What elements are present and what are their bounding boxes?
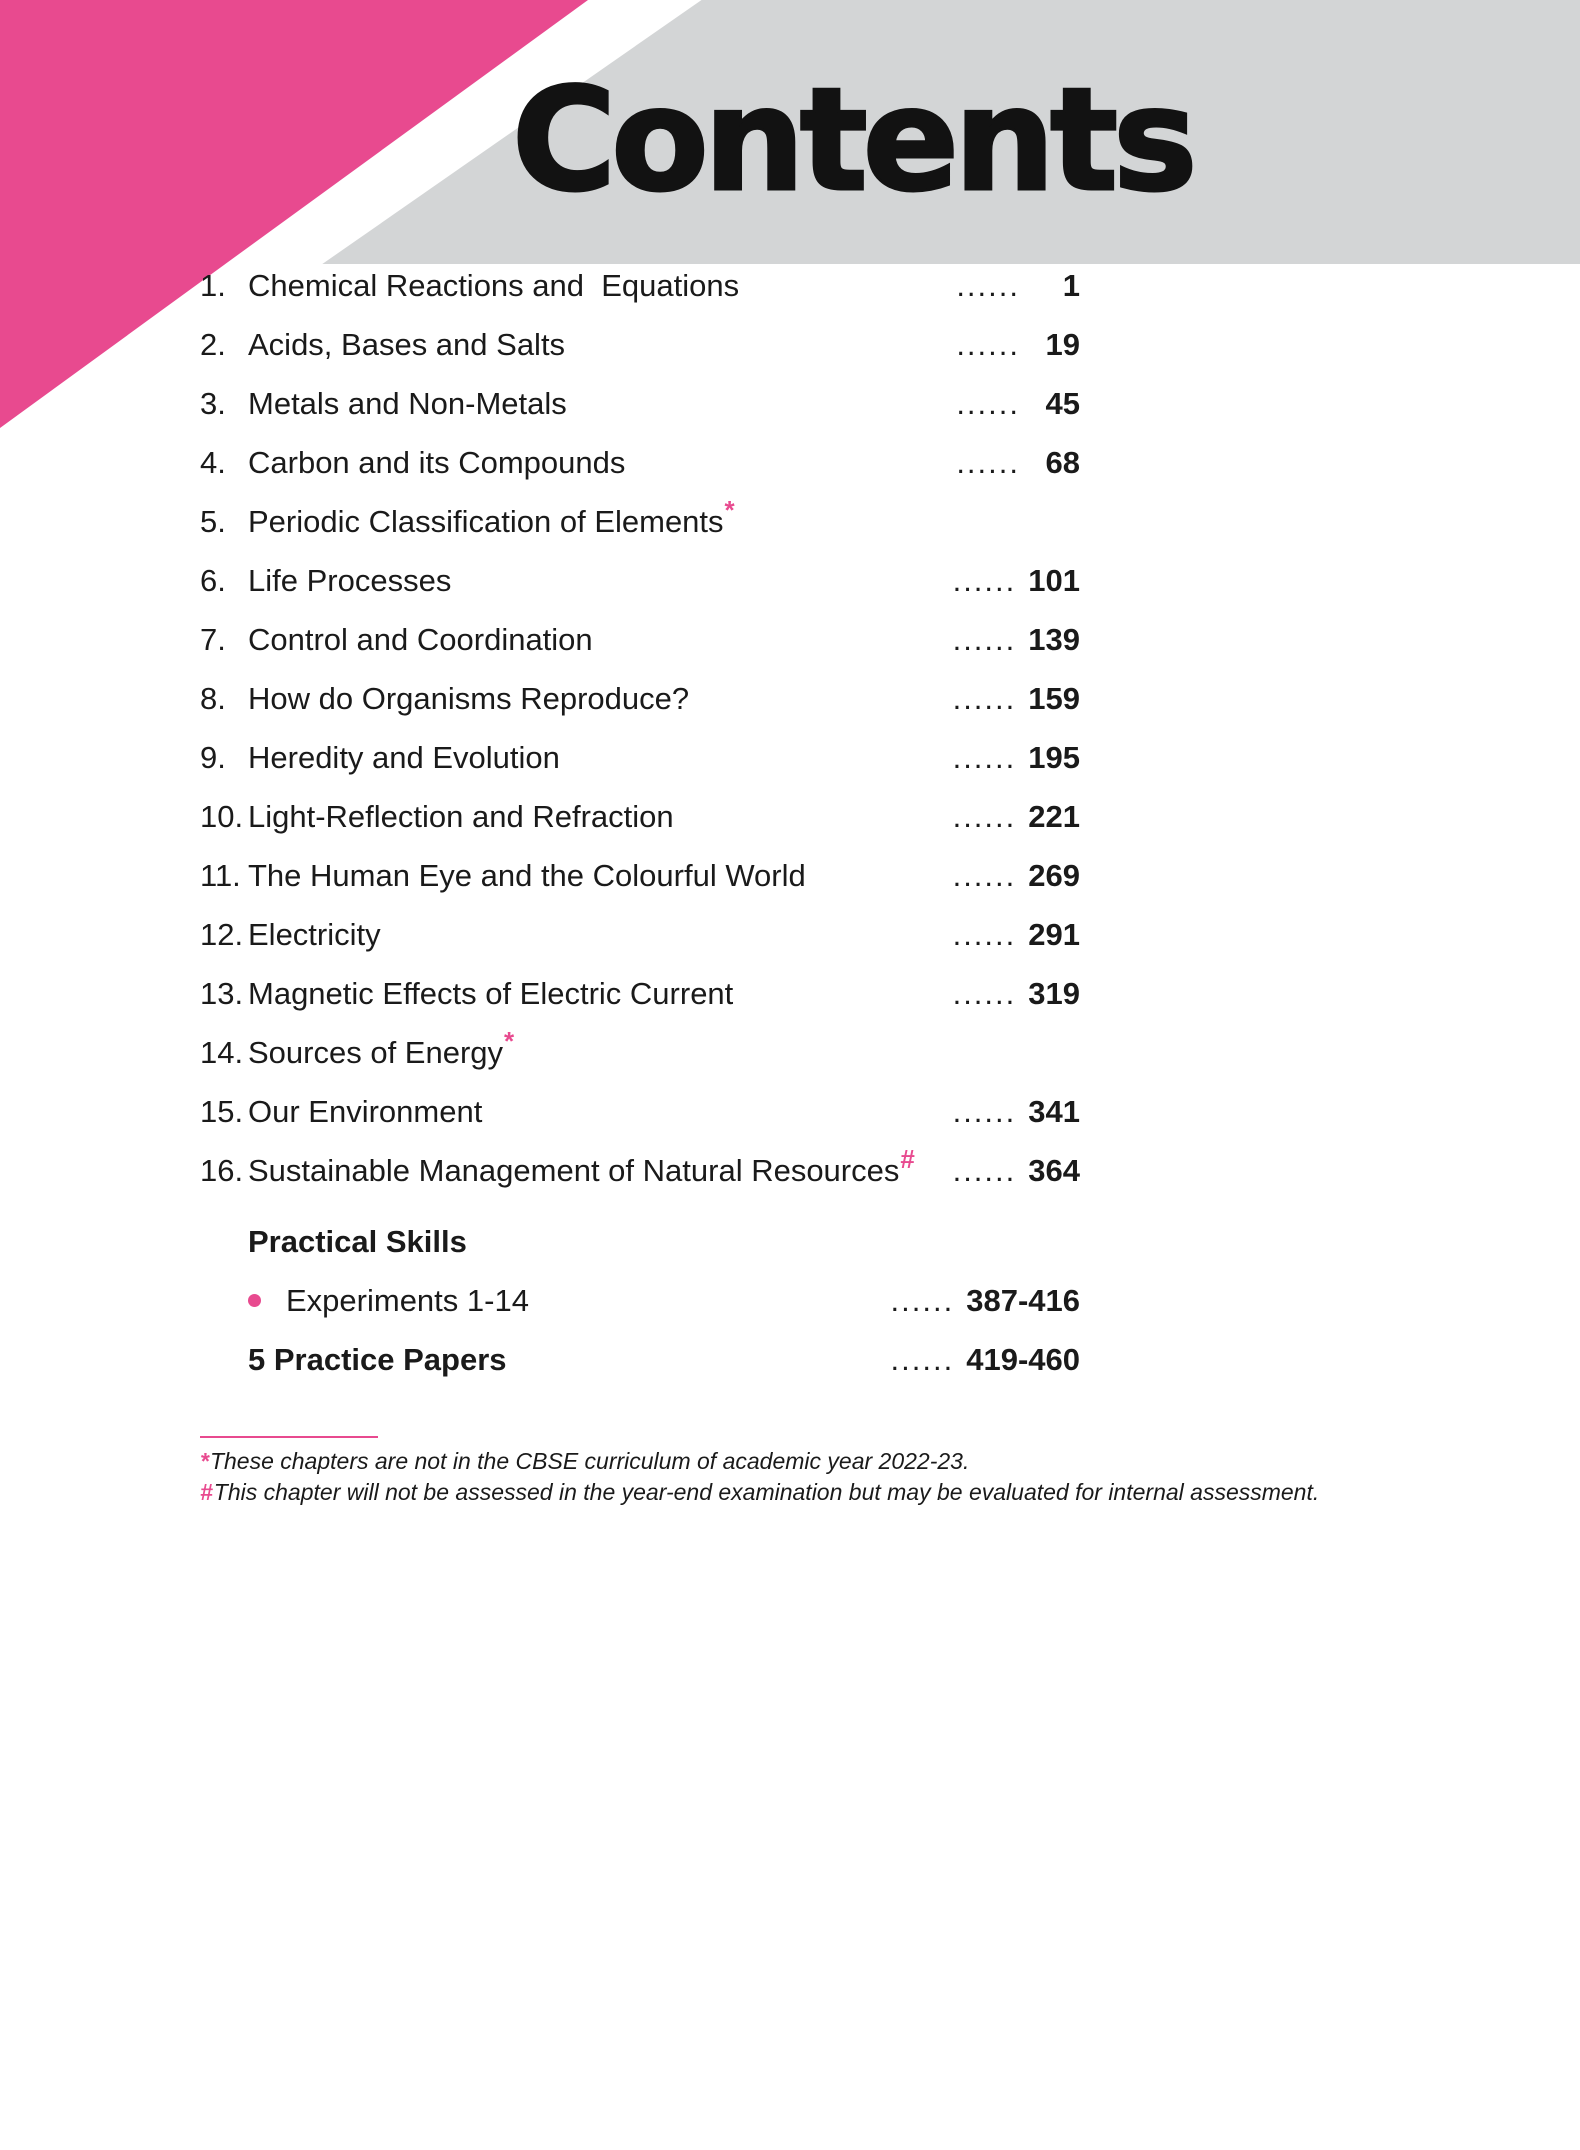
toc-title: Control and Coordination — [248, 621, 593, 657]
toc-number: 10. — [200, 798, 244, 834]
toc-marker: # — [900, 1144, 915, 1174]
toc-title: Sustainable Management of Natural Resources — [248, 1152, 900, 1188]
toc-number: 12. — [200, 916, 244, 952]
toc-dots: ...... — [952, 680, 1017, 716]
practical-skills-heading: Practical Skills — [248, 1223, 467, 1259]
footnote-text: This chapter will not be assessed in the year-end examination but may be evaluated for internal assessment. — [213, 1479, 1320, 1505]
toc-row — [200, 433, 1080, 492]
experiments-page: 387-416 — [966, 1282, 1080, 1318]
toc-dots: ...... — [952, 975, 1017, 1011]
toc-row — [200, 374, 1080, 433]
toc-number: 7. — [200, 621, 226, 657]
footnote — [200, 1446, 1380, 1477]
toc-page: 159 — [1028, 680, 1080, 716]
toc-title: Heredity and Evolution — [248, 739, 560, 775]
toc-title: Chemical Reactions and Equations — [248, 267, 740, 303]
practice-papers-row — [200, 1330, 1080, 1389]
toc-dots: ...... — [952, 798, 1017, 834]
toc-dots: ...... — [952, 621, 1017, 657]
toc-number: 13. — [200, 975, 244, 1011]
toc-page: 269 — [1028, 857, 1080, 893]
toc-row — [200, 551, 1080, 610]
experiments-label: Experiments 1-14 — [286, 1282, 529, 1318]
toc-page: 364 — [1028, 1152, 1080, 1188]
toc-title: Light-Reflection and Refraction — [248, 798, 674, 834]
toc-number: 2. — [200, 326, 226, 362]
toc-dots: ...... — [956, 267, 1020, 303]
practice-papers-label: 5 Practice Papers — [248, 1341, 507, 1377]
toc-title: Metals and Non-Metals — [248, 385, 567, 421]
experiments-row — [200, 1271, 1080, 1330]
toc-row — [200, 964, 1080, 1023]
toc-marker: * — [504, 1026, 515, 1056]
bullet-icon — [248, 1294, 261, 1307]
toc-number: 6. — [200, 562, 226, 598]
toc-dots: ...... — [952, 739, 1017, 775]
footnote-marker: # — [200, 1479, 213, 1505]
toc-title: Magnetic Effects of Electric Current — [248, 975, 734, 1011]
footnote — [200, 1477, 1380, 1508]
toc-row — [200, 610, 1080, 669]
footnotes-list — [200, 1446, 1380, 1508]
toc-list — [200, 256, 1080, 1200]
toc-page: 221 — [1028, 798, 1080, 834]
toc-number: 16. — [200, 1152, 244, 1188]
toc-page: 19 — [1045, 326, 1080, 362]
toc-number: 1. — [200, 267, 226, 303]
toc-page: 101 — [1028, 562, 1080, 598]
toc-page: 341 — [1028, 1093, 1080, 1129]
toc-page: 1 — [1062, 267, 1080, 303]
practice-papers-dots: ...... — [890, 1341, 955, 1377]
toc-number: 8. — [200, 680, 226, 716]
toc-page: 291 — [1028, 916, 1080, 952]
footnote-text: These chapters are not in the CBSE curriculum of academic year 2022-23. — [209, 1448, 970, 1474]
footnote-divider — [200, 1436, 378, 1438]
footnotes — [200, 1436, 1380, 1508]
toc-page: 68 — [1045, 444, 1080, 480]
toc-row — [200, 256, 1080, 315]
toc-row — [200, 669, 1080, 728]
toc-page: 45 — [1045, 385, 1080, 421]
toc-dots: ...... — [952, 1152, 1017, 1188]
toc-row — [200, 787, 1080, 846]
practice-papers-page: 419-460 — [966, 1341, 1080, 1377]
page-title: Contents — [512, 58, 1193, 223]
toc-number: 11. — [200, 857, 241, 893]
toc-row — [200, 728, 1080, 787]
toc-row — [200, 1141, 1080, 1200]
toc-dots: ...... — [952, 857, 1017, 893]
toc-dots: ...... — [952, 916, 1017, 952]
toc-page: 195 — [1028, 739, 1080, 775]
practical-skills-row — [200, 1212, 1080, 1271]
footnote-marker: * — [200, 1448, 209, 1474]
toc-marker: * — [724, 495, 735, 525]
toc-row — [200, 1082, 1080, 1141]
toc-title: Periodic Classification of Elements — [248, 503, 724, 539]
toc-page: 319 — [1028, 975, 1080, 1011]
toc-dots: ...... — [952, 1093, 1017, 1129]
toc-dots: ...... — [956, 326, 1020, 362]
toc-number: 4. — [200, 444, 226, 480]
toc-row — [200, 846, 1080, 905]
toc-page: 139 — [1028, 621, 1080, 657]
toc-title: How do Organisms Reproduce? — [248, 680, 690, 716]
toc-title: Electricity — [248, 916, 381, 952]
toc-number: 15. — [200, 1093, 244, 1129]
toc-dots: ...... — [952, 562, 1017, 598]
toc-dots: ...... — [956, 385, 1020, 421]
toc-title: Carbon and its Compounds — [248, 444, 626, 480]
toc-title: Acids, Bases and Salts — [248, 326, 566, 362]
toc-row — [200, 492, 1080, 551]
experiments-dots: ...... — [890, 1282, 955, 1318]
toc-title: Our Environment — [248, 1093, 483, 1129]
toc-number: 14. — [200, 1034, 244, 1070]
toc-row — [200, 1023, 1080, 1082]
toc-title: The Human Eye and the Colourful World — [248, 857, 806, 893]
toc-title: Life Processes — [248, 562, 452, 598]
toc-dots: ...... — [956, 444, 1020, 480]
toc-number: 9. — [200, 739, 226, 775]
toc-title: Sources of Energy — [248, 1034, 504, 1070]
table-of-contents — [200, 256, 1080, 1389]
toc-row — [200, 905, 1080, 964]
toc-row — [200, 315, 1080, 374]
toc-number: 3. — [200, 385, 226, 421]
toc-number: 5. — [200, 503, 226, 539]
